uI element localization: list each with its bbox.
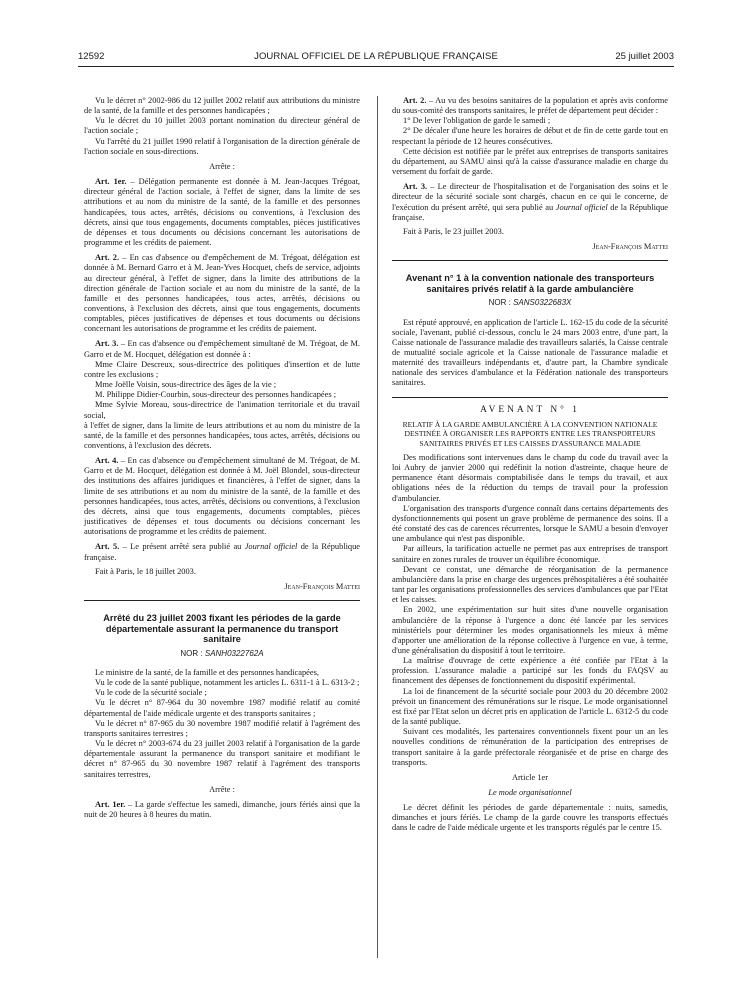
article-text: – Le présent arrêté sera publié au <box>119 542 245 552</box>
left-column <box>84 96 360 820</box>
nor-code: SANH0322762A <box>204 648 264 658</box>
visa-paragraph: Vu le code de la santé publique, notamment les articles L. 6311-1 à L. 6313-2 ; <box>95 678 360 688</box>
signature-date: Fait à Paris, le 18 juillet 2003. <box>95 566 196 576</box>
article-text: de la République française. <box>84 542 361 562</box>
signature: Jean-François Mattei <box>284 581 360 591</box>
list-item: 1° De lever l'obligation de garde le samedi ; <box>403 116 551 126</box>
article-paragraph <box>84 542 360 562</box>
article-label: Art. 4. <box>95 456 119 466</box>
article-label: Art. 5. <box>95 542 120 552</box>
article-text: de la République française. <box>392 202 669 222</box>
section-separator <box>392 260 668 261</box>
column-divider <box>377 96 378 958</box>
list-item: Mme Claire Descreux, sous-directrice des politiques d'insertion et de lutte contre les exclusions ; <box>84 359 360 379</box>
article-text: – Le directeur de l'hospitalisation et de l'organisation des soins et le directeur de la sécurité sociale sont chargés, chacun en ce qui le concerne, de l'exécution du présent arrêté, qui sera publié au <box>392 182 668 212</box>
issue-date: 25 juillet 2003 <box>615 51 674 62</box>
visa-paragraph: Vu le décret n° 87-965 du 30 novembre 1987 modifié relatif à l'agrément des transports sanitaires terrestres ; <box>84 718 360 738</box>
article-paragraph <box>84 177 360 248</box>
article-subheading: Le mode organisationnel <box>488 788 572 797</box>
article-label: Art. 1er. <box>95 799 126 809</box>
article-label: Art. 2. <box>403 96 427 105</box>
signature: Jean-François Mattei <box>592 242 668 252</box>
nor-code: SANS0322683X <box>513 298 572 308</box>
article-text: – En cas d'absence ou d'empêchement simultané de M. Trégoat, de M. Garro et de M. Hocquet, délégation est donnée à : <box>84 339 360 359</box>
header-rule <box>78 66 674 67</box>
section-title: Arrêté du 23 juillet 2003 fixant les périodes de la garde départementale assurant la permanence du transport sanitaire <box>103 613 341 645</box>
body-paragraph: Le décret définit les périodes de garde départementale : nuits, samedis, dimanches et jours fériés. Le champ de la garde couvre les transports effectués dans le cadre de l'aide médicale urgente et les transports régulés par le centre 15. <box>392 803 668 833</box>
article-heading: Article 1er <box>511 772 549 782</box>
arrete-heading: Arrête : <box>209 784 235 794</box>
nor-prefix: NOR : <box>488 298 514 308</box>
body-paragraph: La maîtrise d'ouvrage de cette expérience a été confiée par l'Etat à la profession. L'assurance maladie a participé sur les fonds du FAQSV au financement des dépenses de fonctionnement du dispositif expérimental. <box>392 656 668 686</box>
list-item: M. Philippe Didier-Courbin, sous-directeur des personnes handicapées ; <box>95 390 337 400</box>
journal-name: Journal officiel <box>244 542 298 552</box>
article-label: Art. 3. <box>95 339 119 349</box>
nor-prefix: NOR : <box>180 648 205 658</box>
article-text: – Délégation permanente est donnée à M. Jean-Jacques Trégoat, directeur général de l'action sociale, à l'effet de signer, dans la limite de ses attributions et au nom du ministre de la santé, de la famille et des personnes handicapées, tous actes, arrêtés, décisions ou conventions, à l'exclusion des décrets, ainsi que tous engagements, documents comptables, pièces justificatives de dépenses et tous documents ou décisions concernant les autorisations de programme et les crédits de paiement. <box>84 177 360 248</box>
body-paragraph: Des modifications sont intervenues dans le champ du code du travail avec la loi Aubry de janvier 2000 qui redéfinit la notion d'astreinte, chaque heure de permanence étant désormais comptabilisée dans le temps du travail, et aux obligations nées de la réduction du temps de travail pour la profession d'ambulancier. <box>392 453 668 503</box>
right-column <box>392 96 668 834</box>
nor-reference <box>84 649 360 659</box>
body-paragraph: Cette décision est notifiée par le préfet aux entreprises de transports sanitaires du département, au SAMU ainsi qu'à la caisse d'assurance maladie en charge du versement du forfait de garde. <box>392 146 668 177</box>
section-title: Avenant n° 1 à la convention nationale des transporteurs sanitaires privés relatif à la garde ambulancière <box>405 273 655 294</box>
body-paragraph: Est réputé approuvé, en application de l'article L. 162-15 du code de la sécurité sociale, l'avenant, publié ci-dessous, conclu le 24 mars 2003 entre, d'une part, la Caisse nationale de l'assurance maladie des travailleurs salariés, la Caisse centrale de mutualité sociale agricole et la Caisse nationale de l'assurance maladie et maternité des travailleurs indépendants et, d'autre part, la Chambre syndicale nationale des services d'ambulance et la Fédération nationale des transporteurs sanitaires. <box>392 317 668 388</box>
visa-paragraph: Vu l'arrêté du 21 juillet 1990 relatif à l'organisation de la direction générale de l'action sociale en sous-directions. <box>84 136 360 156</box>
body-paragraph: Par ailleurs, la tarification actuelle ne permet pas aux entreprises de transport sanitaire en zones rurales de trouver un équilibre économique. <box>392 544 668 564</box>
avenant-subtitle: RELATIF À LA GARDE AMBULANCIÈRE À LA CONVENTION NATIONALE DESTINÉE À ORGANISER LES RAPPORTS ENTRE LES TRANSPORTEURS SANITAIRES PRIVÉS ET LES CAISSES D'ASSURANCE MALADIE <box>402 419 658 448</box>
journal-name: Journal officiel <box>555 202 608 212</box>
list-item: Mme Sylvie Moreau, sous-directrice de l'animation territoriale et du travail social, <box>84 400 360 420</box>
body-paragraph: L'organisation des transports d'urgence connaît dans certains départements des dysfonctionnements qui posent un grave problème de permanence des soins. Il a été constaté des cas de carences récurrentes, lorsque le SAMU a besoin d'envoyer une ambulance qui n'est pas disponible. <box>392 503 668 544</box>
list-item: Mme Joëlle Voisin, sous-directrice des âges de la vie ; <box>95 380 277 390</box>
visa-paragraph: Le ministre de la santé, de la famille et des personnes handicapées, <box>95 667 319 677</box>
article-paragraph <box>392 182 668 223</box>
article-paragraph <box>392 96 668 116</box>
body-paragraph: Devant ce constat, une démarche de réorganisation de la permanence ambulancière dans la prise en charge des urgences préhospitalières a été souhaitée tant par les organisations professionnelles des services d'ambulances que par l'Etat et les caisses. <box>392 564 668 605</box>
article-label: Art. 2. <box>95 253 120 263</box>
visa-paragraph: Vu le décret n° 2003-674 du 23 juillet 2003 relatif à l'organisation de la garde départementale assurant la permanence du transport sanitaire et modifiant le décret n° 87-965 du 30 novembre 1987 relatif à l'agrément des transports sanitaires terrestres, <box>84 739 360 779</box>
article-text: – En cas d'absence ou d'empêchement simultané de M. Trégoat, de M. Garro et de M. Hocquet, délégation est donnée à M. Joël Blondel, sous-directeur des institutions des affaires juridiques et financières, à l'effet de signer, dans la limite de ses attributions et au nom du ministre de la santé, de la famille et des personnes handicapées, tous actes, arrêtés, décisions ou conventions, à l'exclusion des décrets, ainsi que tous engagements, documents comptables, pièces justificatives de dépenses et tous documents ou décisions concernant les autorisations de programme et les crédits de paiement. <box>84 456 360 537</box>
article-paragraph <box>84 253 360 334</box>
nor-reference <box>392 298 668 308</box>
page-header <box>78 51 674 65</box>
article-text: à l'effet de signer, dans la limite de leurs attributions et au nom du ministre de la santé, de la famille et des personnes handicapées, tous actes, arrêtés, décisions ou conventions, à l'exclusion des décrets. <box>84 420 360 450</box>
signature-date: Fait à Paris, le 23 juillet 2003. <box>403 226 504 236</box>
visa-paragraph: Vu le décret n° 2002-986 du 12 juillet 2002 relatif aux attributions du ministre de la santé, de la famille et des personnes handicapées ; <box>84 96 360 116</box>
article-label: Art. 3. <box>403 182 428 192</box>
article-paragraph <box>84 456 360 537</box>
article-text: – Au vu des besoins sanitaires de la population et après avis conforme du sous-comité des transports sanitaires, le préfet de département peut décider : <box>392 96 668 116</box>
article-paragraph <box>84 339 360 359</box>
visa-paragraph: Vu le décret du 10 juillet 2003 portant nomination du directeur général de l'action sociale ; <box>84 116 360 136</box>
visa-paragraph: Vu le code de la sécurité sociale ; <box>95 688 207 698</box>
body-paragraph: En 2002, une expérimentation sur huit sites d'une nouvelle organisation ambulancière de la réponse à l'urgence a donc été lancée par les services ministériels pour déterminer les modes organisationnels les mieux à même d'apporter une amélioration de la réponse collective à l'urgence en vue, à terme, d'une généralisation du dispositif à tout le territoire. <box>392 605 668 655</box>
list-item: 2° De décaler d'une heure les horaires de début et de fin de cette garde tout en respectant la période de 12 heures consécutives. <box>392 126 668 146</box>
article-paragraph <box>84 800 360 820</box>
avenant-title: AVENANT N° 1 <box>480 404 580 415</box>
article-text: – En cas d'absence ou d'empêchement de M. Trégoat, délégation est donnée à M. Bernard Garro et à M. Jean-Yves Hocquet, chefs de service, adjoints au directeur général, à l'effet de signer, dans la limite des attributions de la direction générale de l'action sociale et au nom du ministre de la santé, de la famille et des personnes handicapées, tous actes, arrêtés, décisions ou conventions, à l'exclusion des décrets, ainsi que tous engagements, documents comptables, pièces justificatives de dépenses et tous documents ou décisions concernant les autorisations de programme et les crédits de paiement. <box>84 253 360 334</box>
page-number: 12592 <box>78 51 105 62</box>
article-text: – La garde s'effectue les samedi, dimanche, jours fériés ainsi que la nuit de 20 heures à 8 heures du matin. <box>84 799 360 819</box>
arrete-heading: Arrête : <box>209 161 235 171</box>
section-separator <box>84 600 360 601</box>
body-paragraph: La loi de financement de la sécurité sociale pour 2003 du 20 décembre 2002 prévoit un financement des rémunérations sur le risque. Le mode organisationnel est fixé par l'Etat selon un décret pris en application de l'article L. 6312-5 du code de la santé publique. <box>392 686 668 727</box>
journal-title: JOURNAL OFFICIEL DE LA RÉPUBLIQUE FRANÇAISE <box>254 51 498 62</box>
body-paragraph: Suivant ces modalités, les partenaires conventionnels fixent pour un an les nouvelles conditions de rémunération de la participation des entreprises de transport sanitaire à la garde préfectorale réorganisée et de prise en charge des transports. <box>392 727 668 767</box>
article-label: Art. 1er. <box>95 177 127 187</box>
section-separator <box>392 397 668 398</box>
visa-paragraph: Vu le décret n° 87-964 du 30 novembre 1987 modifié relatif au comité départemental de l'aide médicale urgente et des transports sanitaires ; <box>84 698 360 718</box>
